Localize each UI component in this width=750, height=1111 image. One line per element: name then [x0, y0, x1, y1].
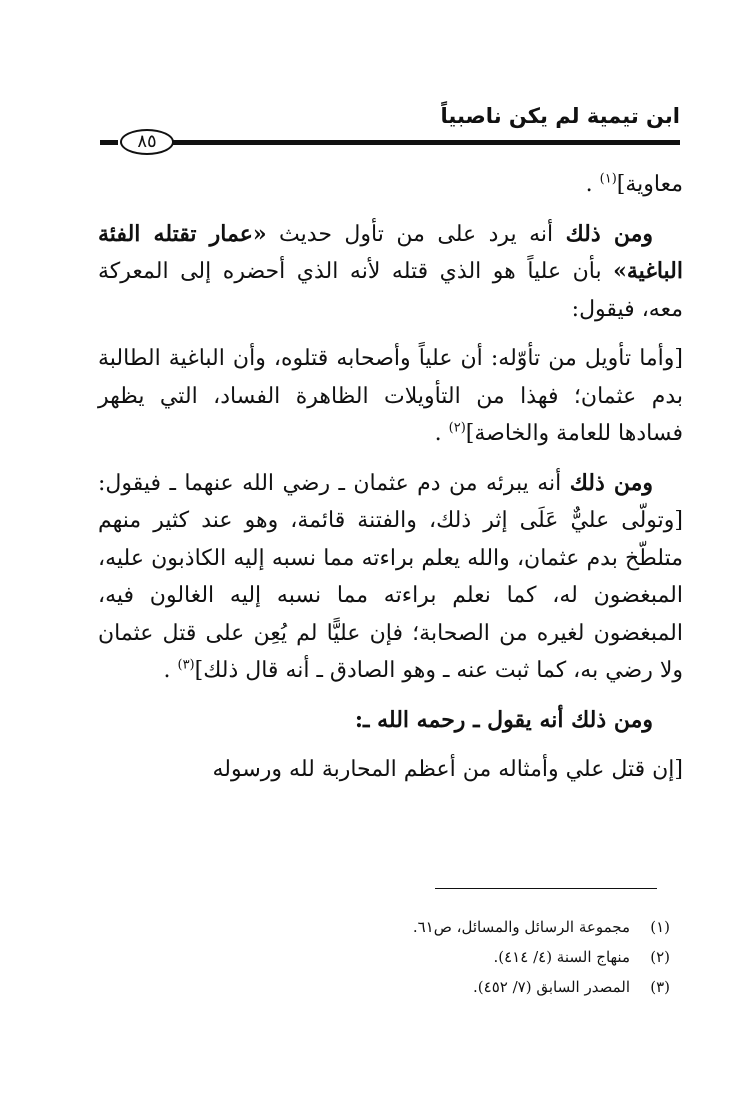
- paragraph-3-end: .: [434, 421, 442, 446]
- paragraph-3: [98, 340, 683, 453]
- paragraph-6: [إن قتل علي وأمثاله من أعظم المحاربة لله ورسوله: [212, 757, 683, 782]
- paragraph-5: ومن ذلك أنه يقول ـ رحمه الله ـ:: [354, 706, 653, 733]
- page-header: [100, 102, 680, 152]
- footnote-3: [270, 972, 670, 1002]
- page-number: ٨٥: [120, 129, 174, 155]
- footnote-text: مجموعة الرسائل والمسائل، ص٦١.: [412, 918, 630, 936]
- footnote-rule: [435, 888, 657, 889]
- paragraph-4-lead: ومن ذلك: [569, 469, 653, 496]
- paragraph-3-text: [وأما تأويل من تأوّله: أن علياً وأصحابه قتلوه، وأن الباغية الطالبة بدم عثمان؛ فهذا من التأويلات الظاهرة الفساد، التي يظهر فسادها للعامة والخاصة]: [98, 346, 683, 446]
- footnote-ref-2: (٢): [448, 420, 466, 436]
- paragraph-4: [98, 465, 683, 690]
- footnote-text: منهاج السنة (٤/ ٤١٤).: [493, 948, 630, 966]
- paragraph-1-end: .: [585, 172, 593, 197]
- footnote-number: (٢): [650, 948, 670, 966]
- footnote-text: المصدر السابق (٧/ ٤٥٢).: [473, 978, 630, 996]
- footnote-number: (١): [650, 918, 670, 936]
- paragraph-2-text-b: بأن علياً هو الذي قتله لأنه الذي أحضره إلى المعركة معه، فيقول:: [98, 259, 683, 322]
- paragraph-4-end: .: [163, 658, 171, 683]
- header-rule-end: [100, 140, 118, 145]
- paragraph-2: [98, 216, 683, 329]
- footnote-2: [270, 942, 670, 972]
- running-title: ابن تيمية لم يكن ناصبياً: [440, 104, 680, 128]
- main-text: [98, 166, 683, 789]
- footnote-1: [270, 912, 670, 942]
- footnote-number: (٣): [650, 978, 670, 996]
- paragraph-2-lead: ومن ذلك: [565, 220, 653, 247]
- paragraph-1-text: معاوية]: [616, 172, 683, 197]
- paragraph-2-text-a: أنه يرد على من تأول حديث: [266, 221, 566, 247]
- footnote-ref-1: (١): [599, 171, 617, 187]
- paragraph-4-text: أنه يبرئه من دم عثمان ـ رضي الله عنهما ـ فيقول: [وتولّى عليٌّ عَلَى إثر ذلك، والفتنة قائمة، وهو عند كثير منهم متلطّخ بدم عثمان، والله يعلم براءته مما نسبه إليه الكاذبون عليه، المبغضون له، كما نعلم براءته مما نسبه إليه الغالون فيه، المبغضون لغيره من الصحابة؛ فإن عليًّا لم يُعِن على قتل عثمان ولا رضي به، كما ثبت عنه ـ وهو الصادق ـ أنه قال ذلك]: [98, 470, 683, 683]
- footnote-ref-3: (٣): [177, 657, 195, 673]
- header-rule: [172, 140, 680, 145]
- footnotes: [270, 912, 670, 1002]
- paragraph-1: [98, 166, 683, 204]
- hadith-quote: «عمار تقتله الفئة الباغية»: [98, 220, 683, 284]
